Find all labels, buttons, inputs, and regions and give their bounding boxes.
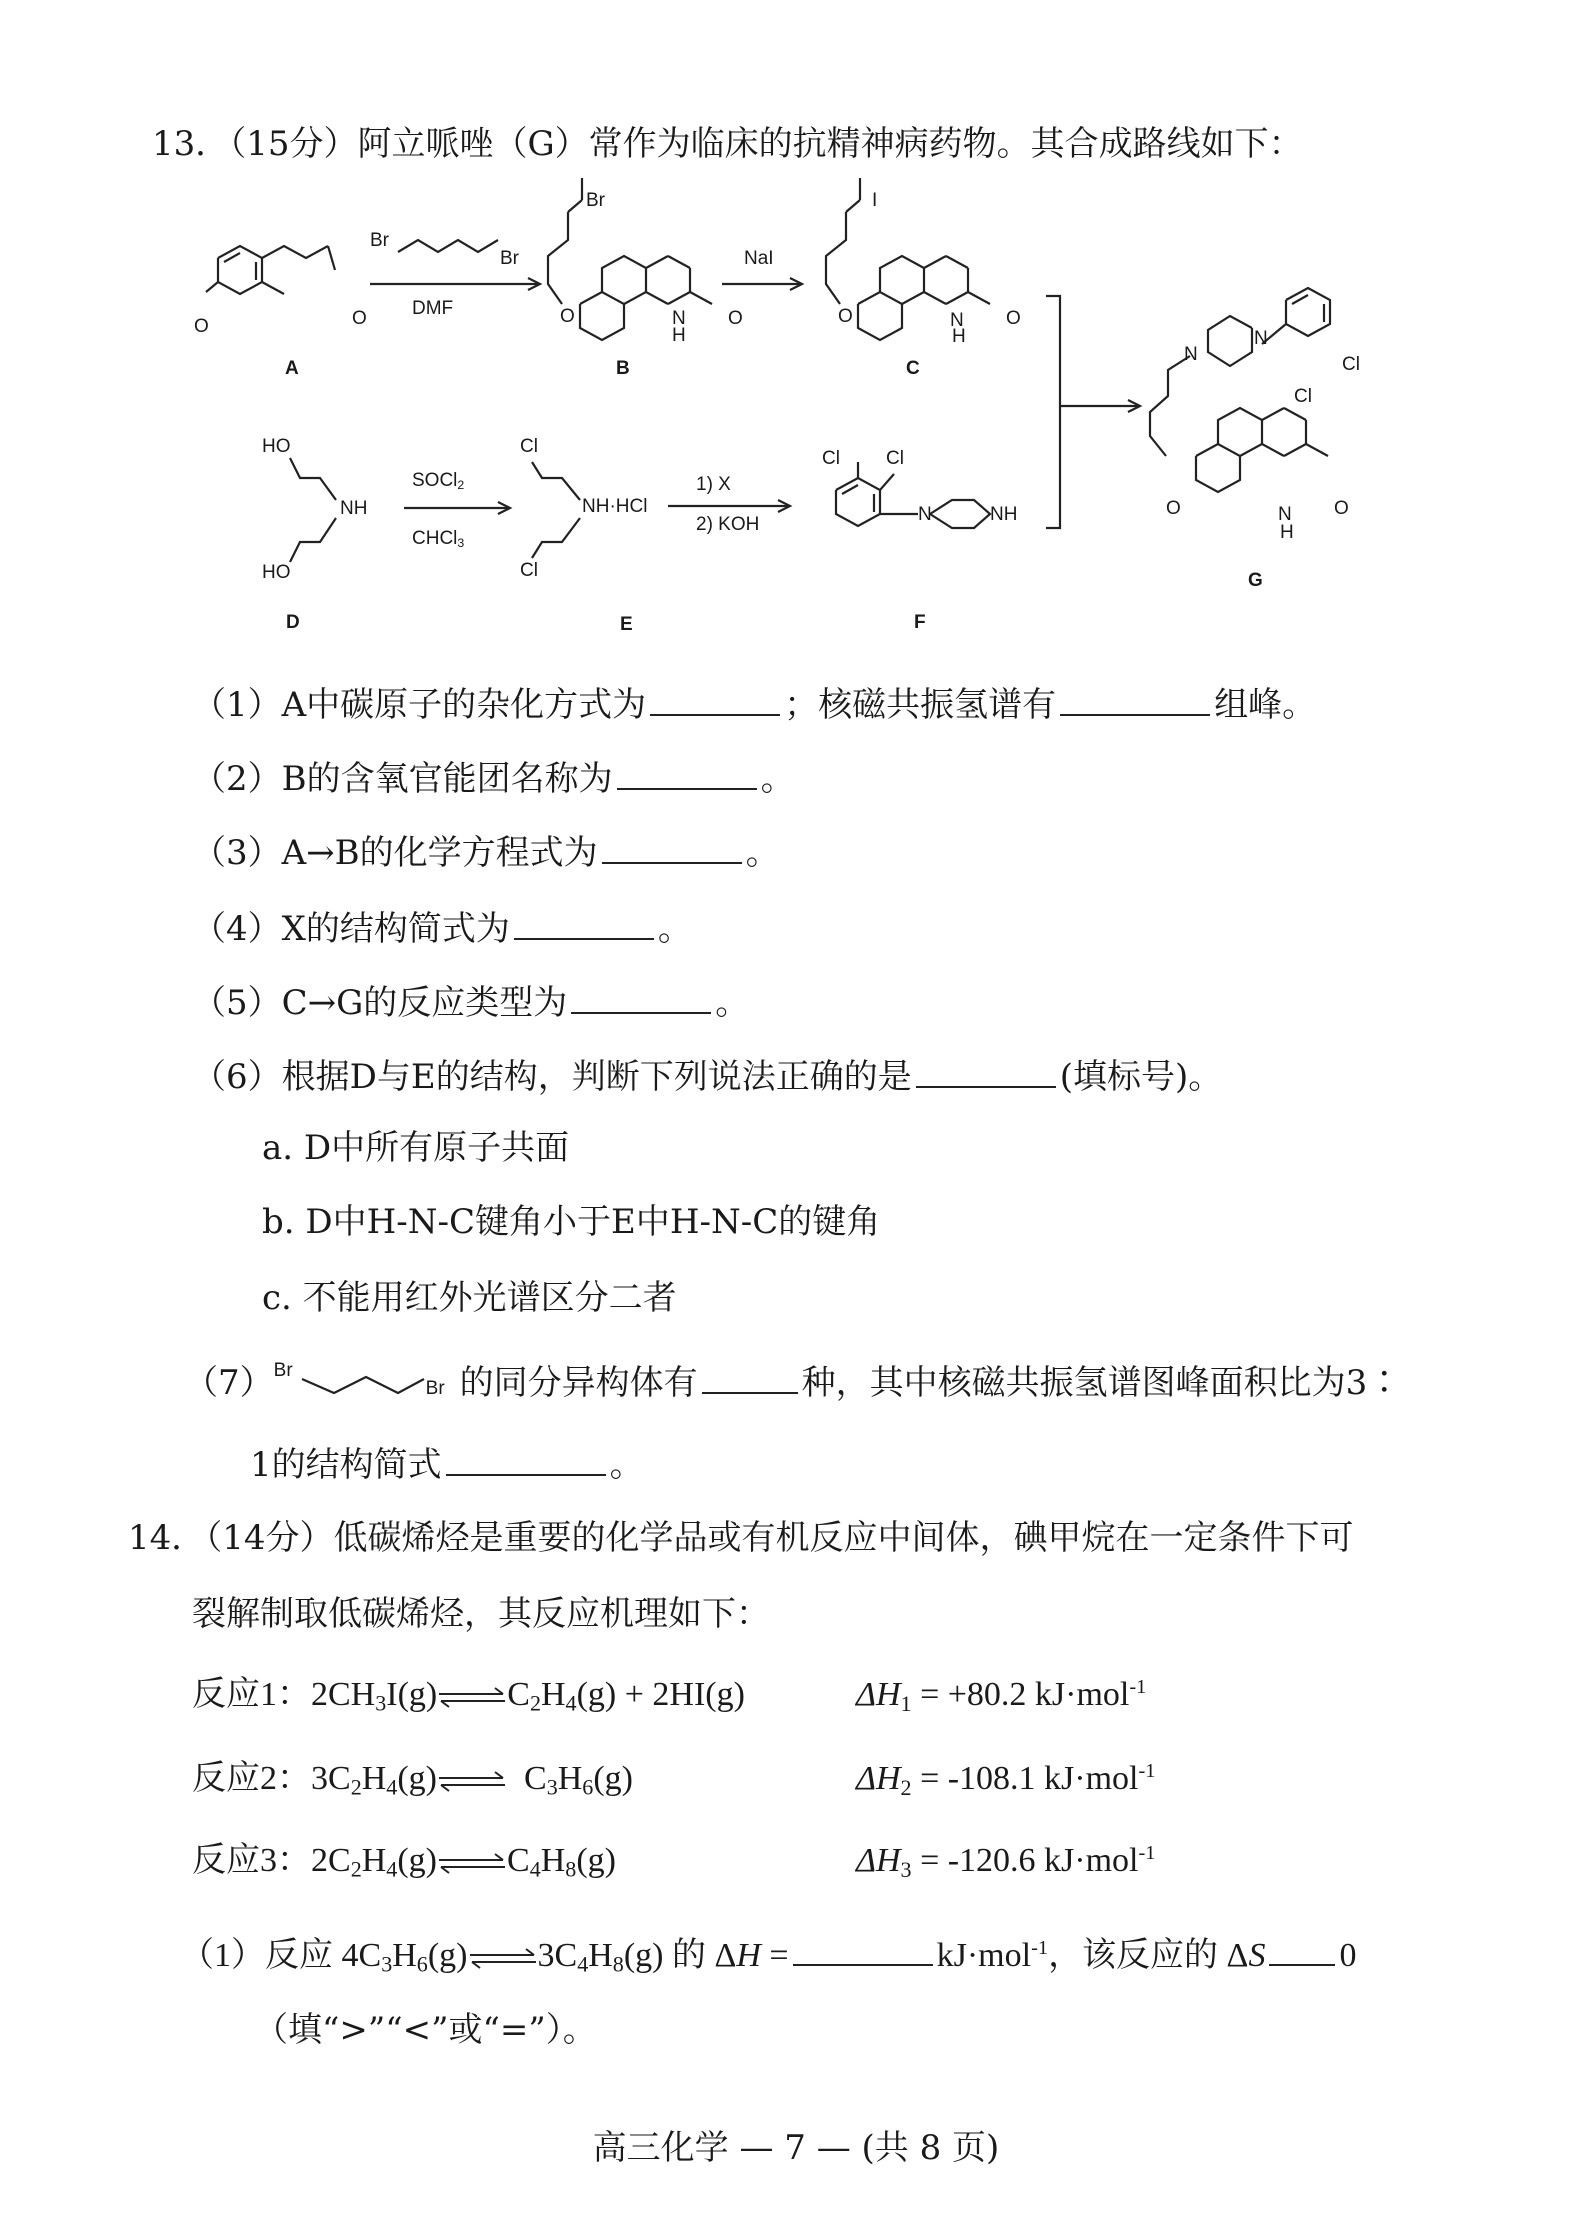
reaction-3-dh: $\Delta H_3 = -120.6$ kJ·mol$^{-1}$ bbox=[856, 1842, 1156, 1882]
scheme-drawing bbox=[0, 0, 1592, 680]
a-oxygen-left: O bbox=[194, 316, 209, 337]
q13-item-7-text1: 的同分异构体有 bbox=[459, 1363, 698, 1403]
g-amide-h: H bbox=[1280, 522, 1294, 543]
q13-option-a: a. D中所有原子共面 bbox=[262, 1128, 570, 1168]
reagent-nai: NaI bbox=[744, 248, 774, 269]
answer-blank[interactable] bbox=[1060, 680, 1210, 716]
answer-blank[interactable] bbox=[793, 1930, 933, 1966]
q14-item-1: （1）反应 $4C_3H_6(g)$ $3C_4H_8(g)$ 的 ΔH = kJ·mol$^{-1}$，该反应的 ΔS 0 bbox=[180, 1930, 1356, 1977]
q13-item-2 bbox=[192, 754, 795, 798]
equilibrium-arrow bbox=[437, 1852, 507, 1874]
q13-header: 13．（15分）阿立哌唑（G）常作为临床的抗精神病药物。其合成路线如下： bbox=[152, 124, 1303, 164]
q13-item-6-text: （6）根据D与E的结构，判断下列说法正确的是 bbox=[192, 1057, 912, 1097]
g-n-aryl: N bbox=[1254, 328, 1268, 349]
dibromo-br-right: Br bbox=[425, 1378, 445, 1399]
f-nh: NH bbox=[990, 504, 1018, 525]
q14-header-line1: 14．（14分）低碳烯烃是重要的化学品或有机反应中间体，碘甲烷在一定条件下可 bbox=[128, 1518, 1354, 1558]
reagent-dibromide-br2: Br bbox=[500, 248, 519, 269]
equilibrium-arrow bbox=[437, 1770, 507, 1792]
label-a: A bbox=[285, 358, 299, 379]
dibromobutane-formula bbox=[273, 1360, 460, 1405]
compound-e-structure bbox=[532, 462, 580, 558]
q13-item-1-text: （1）A中碳原子的杂化方式为 bbox=[192, 685, 647, 725]
q13-item-4 bbox=[192, 904, 692, 948]
q13-item-4-text: （4）X的结构简式为 bbox=[192, 909, 510, 949]
label-g: G bbox=[1248, 570, 1263, 591]
compound-a-structure bbox=[206, 246, 335, 294]
g-carbonyl-oxygen: O bbox=[1334, 498, 1349, 519]
equilibrium-arrow bbox=[468, 1947, 538, 1969]
c-ether-oxygen: O bbox=[838, 306, 853, 327]
reaction-2-label: 反应2： bbox=[192, 1760, 311, 1797]
b-amide-nh: N H bbox=[672, 308, 686, 347]
a-oxygen-carbonyl: O bbox=[352, 308, 367, 329]
answer-blank[interactable] bbox=[650, 680, 780, 716]
q14-item-1-zero: 0 bbox=[1339, 1937, 1357, 1974]
q13-option-b: b. D中H-N-C键角小于E中H-N-C的键角 bbox=[262, 1202, 881, 1242]
answer-blank[interactable] bbox=[514, 904, 654, 940]
q14-item-1-line2: （填“>”“<”或“=”）。 bbox=[254, 2010, 597, 2050]
label-f: F bbox=[914, 612, 926, 633]
reaction-1-dh: $\Delta H_1 = +80.2$ kJ·mol$^{-1}$ bbox=[856, 1676, 1147, 1716]
g-cl-right: Cl bbox=[1342, 354, 1360, 375]
f-cl-left: Cl bbox=[822, 448, 840, 469]
answer-blank[interactable] bbox=[702, 1358, 798, 1394]
q13-item-5-end: 。 bbox=[715, 983, 750, 1023]
label-c: C bbox=[906, 358, 920, 379]
f-cl-right: Cl bbox=[886, 448, 904, 469]
c-amide-h: H bbox=[952, 326, 966, 347]
q13-item-6 bbox=[192, 1052, 1222, 1096]
q13-item-3-end: 。 bbox=[745, 833, 780, 873]
e-cl-bottom: Cl bbox=[520, 560, 538, 581]
reaction-3-label: 反应3： bbox=[192, 1842, 311, 1879]
e-nh-hcl: NH·HCl bbox=[582, 496, 648, 517]
reagent-koh: 2) KOH bbox=[696, 514, 760, 535]
c-carbonyl-oxygen: O bbox=[1006, 308, 1021, 329]
q13-option-c: c. 不能用红外光谱区分二者 bbox=[262, 1278, 677, 1318]
reaction-3: 反应3：$2C_2H_4(g)$ $C_4H_8(g)$ bbox=[192, 1842, 616, 1882]
b-bromine: Br bbox=[586, 190, 605, 211]
q13-item-7-line2-text: 1的结构简式 bbox=[250, 1445, 442, 1485]
reagent-x: 1) X bbox=[696, 474, 731, 495]
q13-item-1-mid: ；核磁共振氢谱有 bbox=[784, 685, 1057, 725]
reagent-chcl3: CHCl$_3$ bbox=[412, 528, 465, 551]
dibromo-br-left: Br bbox=[273, 1360, 293, 1381]
g-n-alkyl: N bbox=[1184, 344, 1198, 365]
q13-item-7-line2-end: 。 bbox=[609, 1445, 644, 1485]
label-b: B bbox=[616, 358, 630, 379]
equilibrium-arrow bbox=[437, 1686, 507, 1708]
answer-blank[interactable] bbox=[916, 1052, 1056, 1088]
q13-item-5-text: （5）C→G的反应类型为 bbox=[192, 983, 568, 1023]
q13-item-2-end: 。 bbox=[760, 759, 795, 799]
answer-blank[interactable] bbox=[1269, 1930, 1335, 1966]
q13-item-1 bbox=[192, 680, 1316, 724]
q13-item-7-num: （7） bbox=[184, 1363, 274, 1403]
d-nh: NH bbox=[340, 498, 368, 519]
q13-item-5 bbox=[192, 978, 749, 1022]
page-footer: 高三化学 — 7 — (共 8 页) bbox=[592, 2128, 1000, 2168]
e-cl-top: Cl bbox=[520, 436, 538, 457]
q13-item-3-text: （3）A→B的化学方程式为 bbox=[192, 833, 598, 873]
answer-blank[interactable] bbox=[571, 978, 711, 1014]
b-carbonyl-oxygen: O bbox=[728, 308, 743, 329]
compound-f-structure bbox=[836, 462, 990, 528]
label-e: E bbox=[620, 614, 633, 635]
q13-item-6-end: (填标号)。 bbox=[1059, 1057, 1223, 1097]
b-ether-oxygen: O bbox=[560, 306, 575, 327]
q13-item-7 bbox=[184, 1358, 1401, 1405]
q13-item-7-text2: 种，其中核磁共振氢谱图峰面积比为3∶ bbox=[801, 1363, 1402, 1403]
q13-item-3 bbox=[192, 828, 780, 872]
q13-item-1-end: 组峰。 bbox=[1214, 685, 1317, 725]
f-n: N bbox=[918, 504, 932, 525]
answer-blank[interactable] bbox=[446, 1440, 606, 1476]
reaction-2: 反应2：$3C_2H_4(g)$ $C_3H_6(g)$ bbox=[192, 1760, 633, 1800]
q14-header-line2: 裂解制取低碳烯烃，其反应机理如下： bbox=[192, 1594, 770, 1634]
answer-blank[interactable] bbox=[602, 828, 742, 864]
c-iodine: I bbox=[872, 190, 878, 211]
q13-item-2-text: （2）B的含氧官能团名称为 bbox=[192, 759, 613, 799]
reaction-1: 反应1：$2CH_3I(g) C_2H_4(g) + 2HI(g)$ bbox=[192, 1676, 745, 1716]
g-cl-bottom: Cl bbox=[1294, 386, 1312, 407]
reagent-socl2: SOCl$_2$ bbox=[412, 470, 465, 493]
g-amide-n: N bbox=[1278, 504, 1292, 525]
reaction-2-dh: $\Delta H_2 = -108.1$ kJ·mol$^{-1}$ bbox=[856, 1760, 1156, 1800]
d-ho-bottom: HO bbox=[262, 562, 291, 583]
q13-item-4-end: 。 bbox=[657, 909, 692, 949]
d-ho-top: HO bbox=[262, 436, 291, 457]
answer-blank[interactable] bbox=[617, 754, 757, 790]
reagent-dibromide-br1: Br bbox=[370, 230, 389, 251]
reaction-1-label: 反应1： bbox=[192, 1676, 311, 1713]
c-amide-n: N bbox=[950, 310, 964, 331]
label-d: D bbox=[286, 612, 300, 633]
reagent-dmf: DMF bbox=[412, 298, 454, 319]
q13-item-7-line2 bbox=[250, 1440, 644, 1484]
compound-d-structure bbox=[290, 458, 336, 562]
g-ether-oxygen: O bbox=[1166, 498, 1181, 519]
